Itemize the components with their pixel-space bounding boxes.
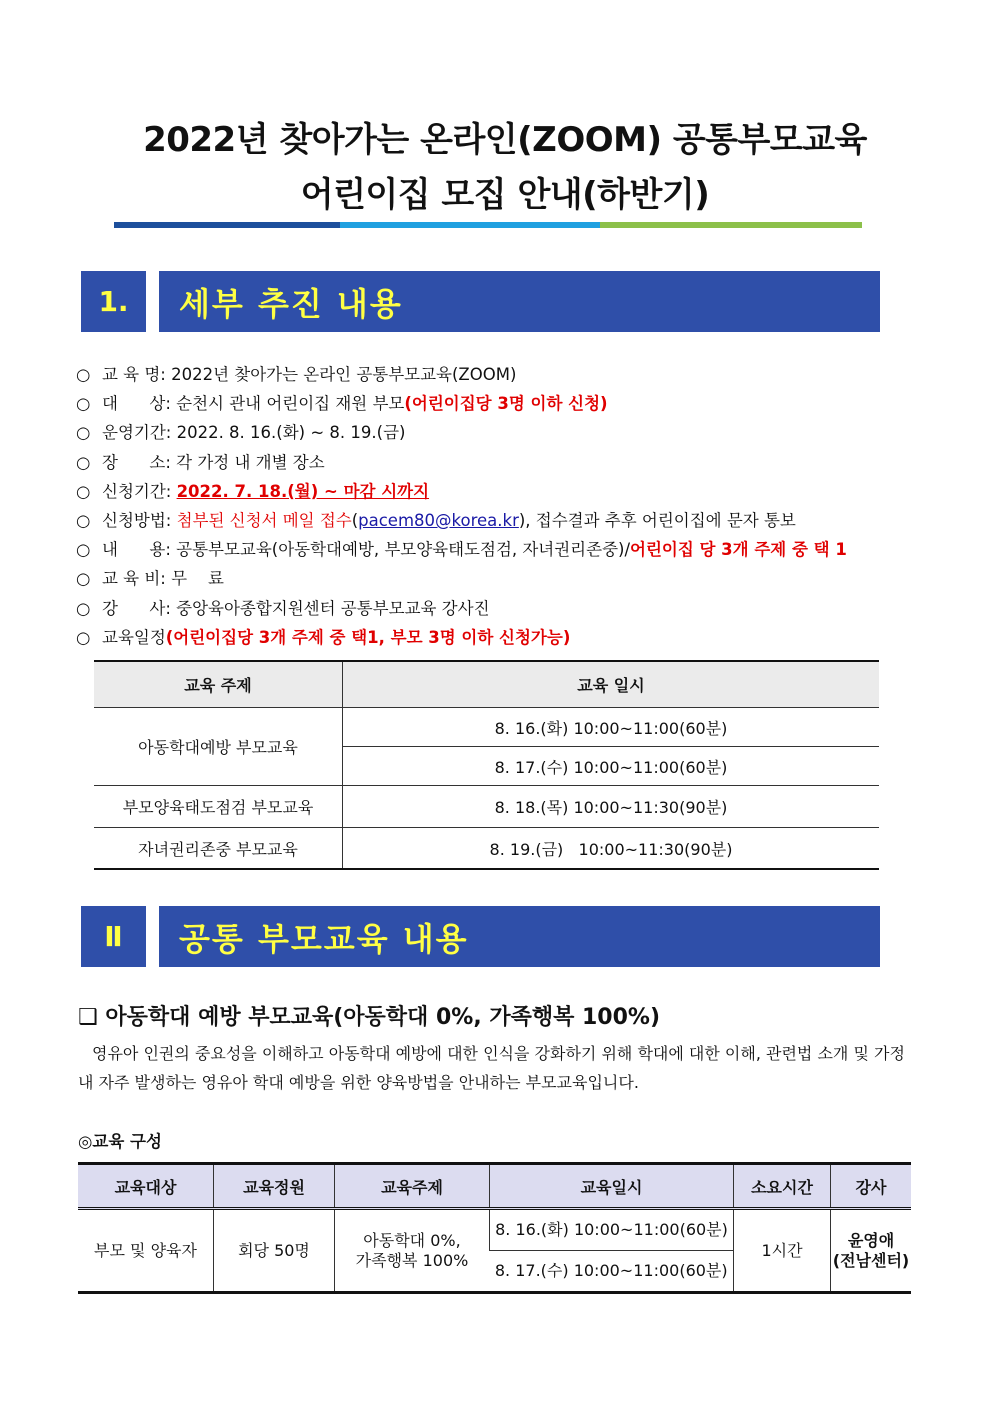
list-item: ○ 교육일정(어린이집당 3개 주제 중 택1, 부모 3명 이하 신청가능) [76,627,571,647]
list-item: ○ 교 육 비: 무 료 [76,569,224,589]
list-item: ○ 내 용: 공통부모교육(아동학대예방, 부모양육태도점검, 자녀권리존중)/어린이집 당 3개 주제 중 택 1 [76,540,847,560]
table-row: 부모 및 양육자 회당 50명 아동학대 0%, 가족행복 100% 8. 16.(화) 10:00~11:00(60분) 1시간 윤영애 (전남센터) [78,1209,911,1251]
composition-table [78,1162,911,1294]
table-header-row: 교육대상 교육정원 교육주제 교육일시 소요시간 강사 [78,1164,911,1209]
list-item: ○ 운영기간: 2022. 8. 16.(화) ~ 8. 19.(금) [76,423,406,443]
table-row: 8. 17.(수) 10:00~11:00(60분) [78,1251,911,1293]
section1-number: 1. [81,271,146,332]
document-title-line2: 어린이집 모집 안내(하반기) [300,175,710,215]
description-paragraph: 영유아 인권의 중요성을 이해하고 아동학대 예방에 대한 인식을 강화하기 위해 학대에 대한 이해, 관련법 소개 및 가정 내 자주 발생하는 영유아 학대 예방을 위한 양육방법을 안내하는 부모교육입니다. [78,1044,905,1092]
subsection-heading: ❑ 아동학대 예방 부모교육(아동학대 0%, 가족행복 100%) [78,1005,661,1030]
detail-list [76,360,847,652]
list-item: ○ 교 육 명: 2022년 찾아가는 온라인 공통부모교육(ZOOM) [76,365,517,384]
list-item: ○ 신청기간: 2022. 7. 18.(월) ~ 마감 시까지 [76,481,430,501]
square-bullet-icon: ❑ [78,1005,98,1030]
table-row: 8. 17.(수) 10:00~11:00(60분) [94,747,879,786]
email-link[interactable]: pacem80@korea.kr [358,510,519,530]
schedule-table [94,660,879,870]
table-header-row: 교육 주제 교육 일시 [94,661,879,708]
title-underline-bar [114,222,862,228]
table-row: 아동학대예방 부모교육 8. 16.(화) 10:00~11:00(60분) [94,708,879,747]
list-item: ○ 강 사: 중앙육아종합지원센터 공통부모교육 강사진 [76,598,490,618]
section1-title: 세부 추진 내용 [159,271,880,332]
list-item: ○ 장 소: 각 가정 내 개별 장소 [76,452,325,472]
table-row: 부모양육태도점검 부모교육 8. 18.(목) 10:00~11:30(90분) [94,786,879,828]
table-row: 자녀권리존중 부모교육 8. 19.(금) 10:00~11:30(90분) [94,828,879,870]
list-item: ○ 대 상: 순천시 관내 어린이집 재원 부모(어린이집당 3명 이하 신청) [76,394,608,414]
section2-number: Ⅱ [81,906,146,967]
document-title-line1: 2022년 찾아가는 온라인(ZOOM) 공통부모교육 [143,120,867,160]
list-item: ○ 신청방법: 첨부된 신청서 메일 접수(pacem80@korea.kr), 접수결과 추후 어린이집에 문자 통보 [76,510,796,530]
composition-caption: ◎교육 구성 [78,1132,162,1151]
section2-title: 공통 부모교육 내용 [159,906,880,967]
